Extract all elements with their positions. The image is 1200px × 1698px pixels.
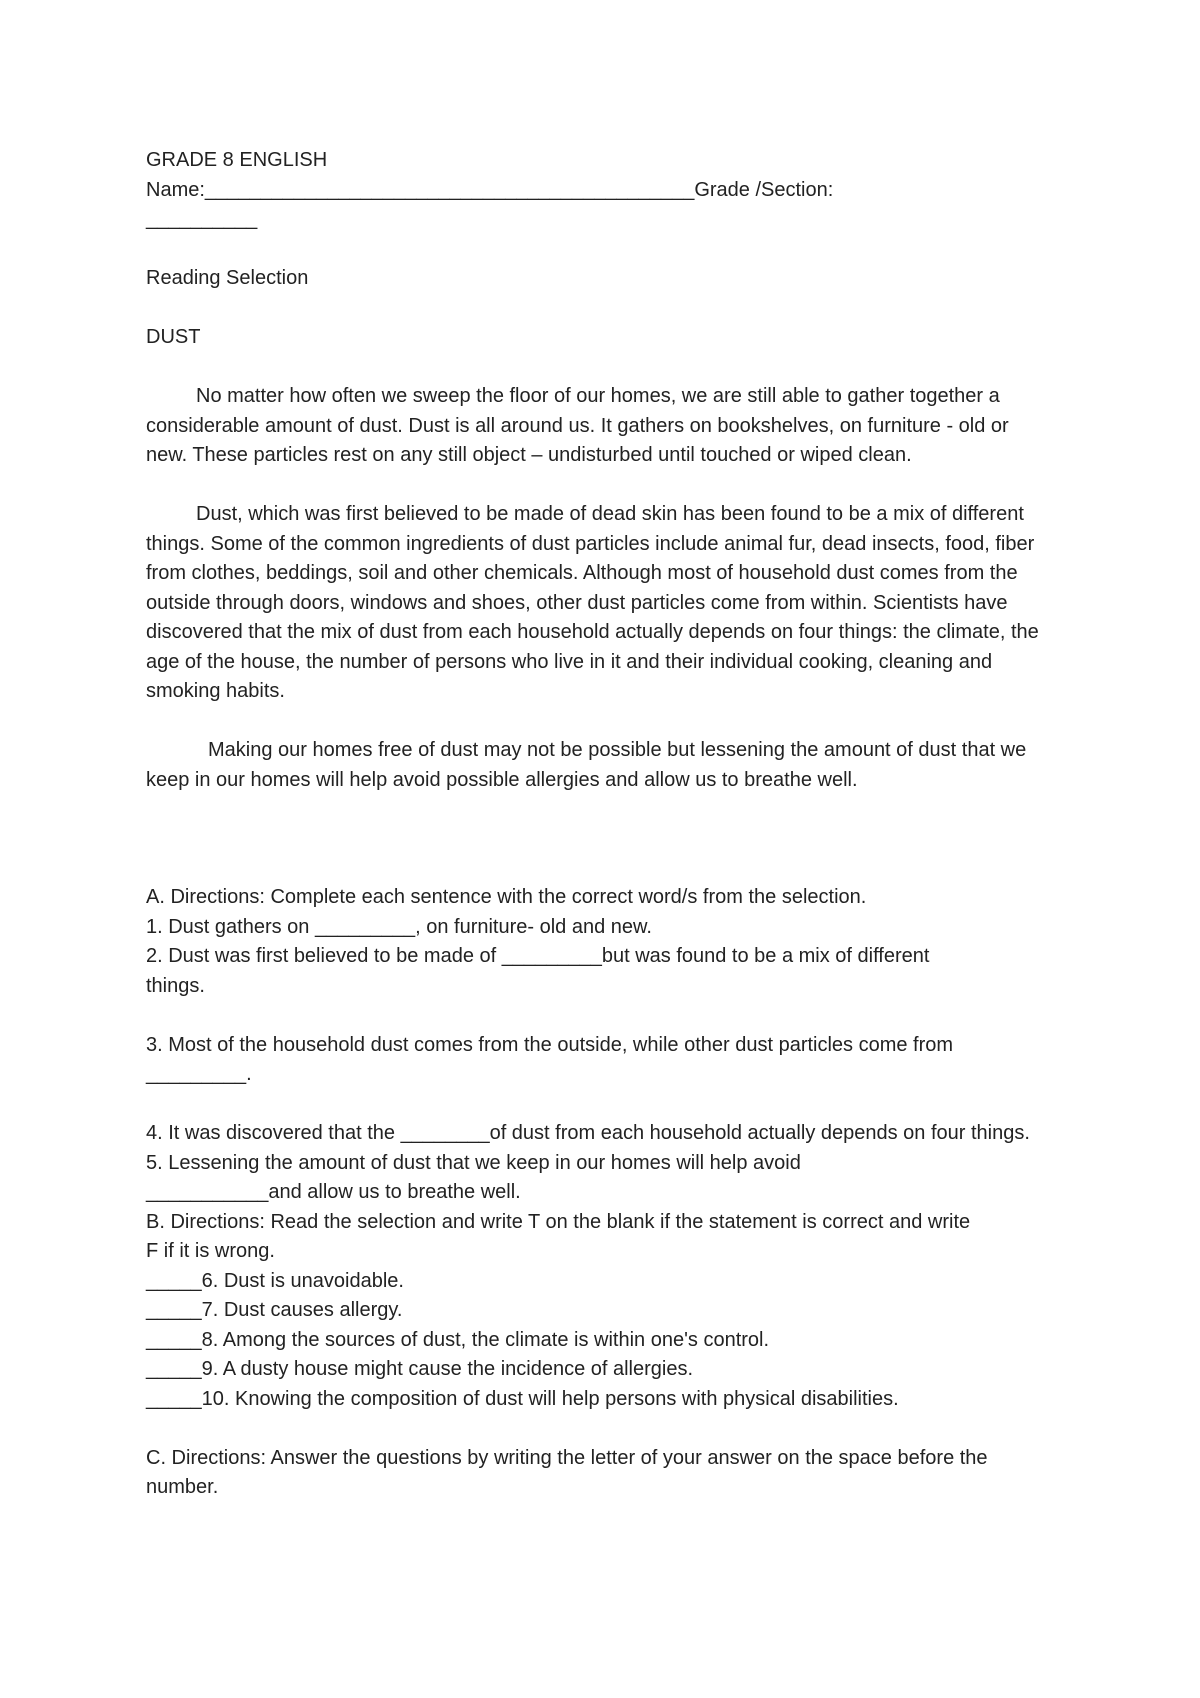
section-b-item-7: _____7. Dust causes allergy.: [146, 1299, 403, 1321]
section-c-directions: C. Directions: Answer the questions by writing the letter of your answer on the space before the number.: [146, 1446, 988, 1498]
section-b-item-9: _____9. A dusty house might cause the incidence of allergies.: [146, 1358, 694, 1380]
reading-paragraph-3: Making our homes free of dust may not be possible but lessening the amount of dust that we keep in our homes will help avoid possible allergies and allow us to breathe well.: [146, 739, 1027, 791]
section-blank-line: __________: [146, 208, 258, 230]
section-a-item-5: 5. Lessening the amount of dust that we keep in our homes will help avoid ___________and allow us to breathe well.: [146, 1151, 801, 1203]
reading-selection-label: Reading Selection: [146, 267, 309, 289]
section-a-item-3: 3. Most of the household dust comes from the outside, while other dust particles come from _________.: [146, 1033, 954, 1085]
section-b-directions: B. Directions: Read the selection and write T on the blank if the statement is correct and write F if it is wrong.: [146, 1210, 971, 1262]
reading-paragraph-1: No matter how often we sweep the floor of our homes, we are still able to gather together a considerable amount of dust. Dust is all around us. It gathers on bookshelves, on furniture - old or new. These particles rest on any still object – undisturbed until touched or wiped clean.: [146, 385, 1009, 466]
section-a-item-2: 2. Dust was first believed to be made of _________but was found to be a mix of different things.: [146, 945, 930, 997]
section-b-item-8: _____8. Among the sources of dust, the climate is within one's control.: [146, 1328, 770, 1351]
section-a-directions: A. Directions: Complete each sentence with the correct word/s from the selection.: [146, 886, 867, 908]
reading-paragraph-2: Dust, which was first believed to be made of dead skin has been found to be a mix of different things. Some of the common ingredients of dust particles include animal fur, dead insects, food, fiber from clothes, beddings, soil and other chemicals. Although most of household dust comes from the outside through doors, windows and shoes, other dust particles come from within. Scientists have discovered that the mix of dust from each household actually depends on four things: the climate, the age of the house, the number of persons who live in it and their individual cooking, cleaning and smoking habits.: [146, 503, 1039, 702]
section-b-item-10: _____10. Knowing the composition of dust will help persons with physical disabilities.: [146, 1387, 899, 1410]
worksheet-page: [146, 146, 1066, 1503]
name-grade-section-line: Name:____________________________________________Grade /Section:: [146, 178, 834, 201]
worksheet-title: GRADE 8 ENGLISH: [146, 149, 328, 171]
reading-title: DUST: [146, 326, 201, 348]
section-b-item-6: _____6. Dust is unavoidable.: [146, 1269, 404, 1292]
section-a-item-1: 1. Dust gathers on _________, on furniture- old and new.: [146, 915, 652, 938]
section-a-item-4: 4. It was discovered that the ________of dust from each household actually depends on four things.: [146, 1122, 1030, 1144]
